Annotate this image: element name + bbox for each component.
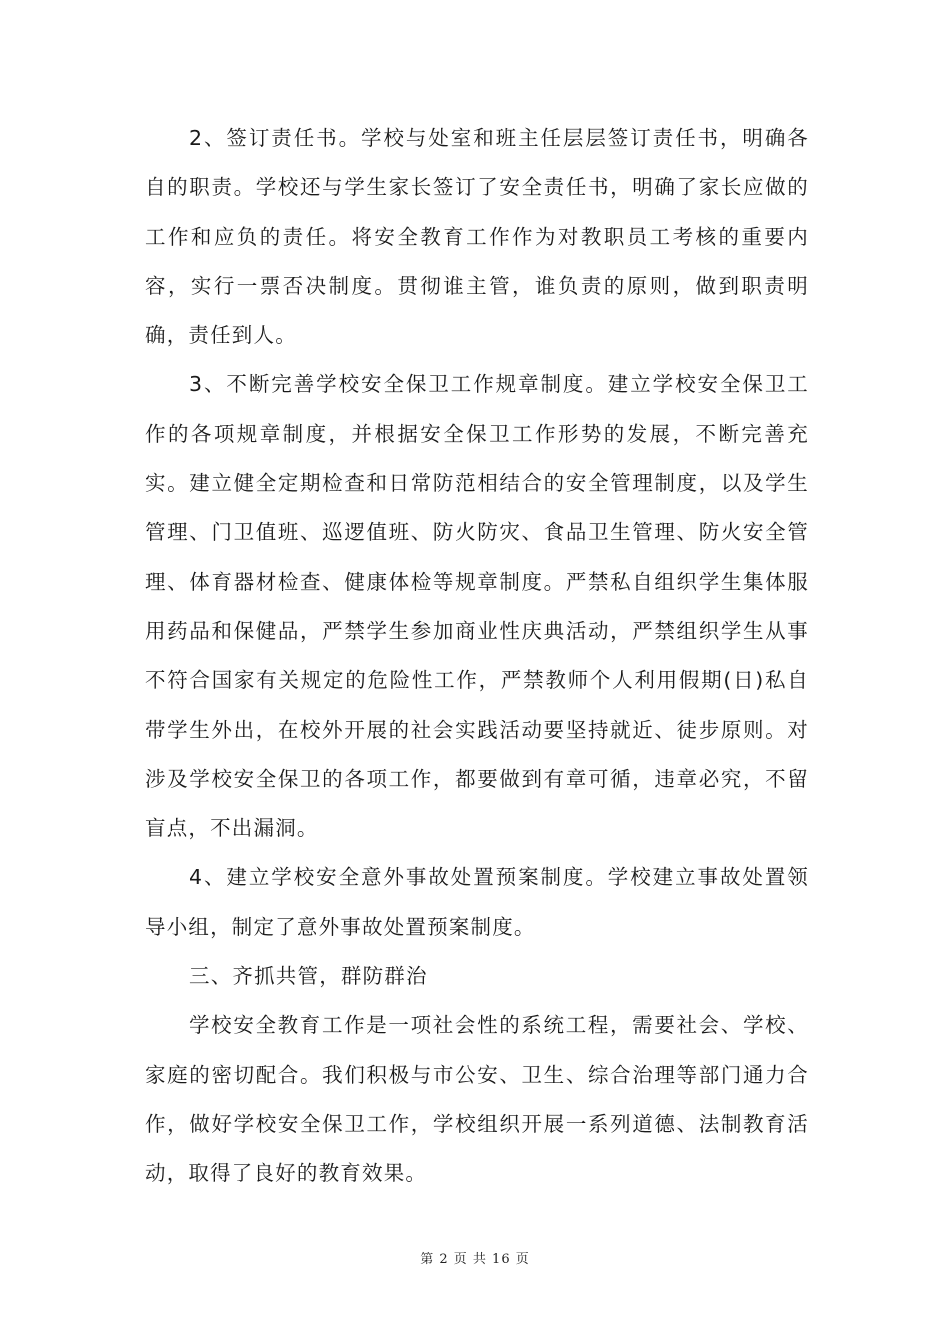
section-heading-joint-management: 三、齐抓共管，群防群治 <box>189 964 428 989</box>
paragraph-responsibility-letter: 2、签订责任书。学校与处室和班主任层层签订责任书，明确各自的职责。学校还与学生家长签订了安全责任书，明确了家长应做的工作和应负的责任。将安全教育工作作为对教职员工考核的重要内容，实行一票否决制度。贯彻谁主管，谁负责的原则，做到职责明确，责任到人。 <box>145 126 809 348</box>
paragraph-security-regulations: 3、不断完善学校安全保卫工作规章制度。建立学校安全保卫工作的各项规章制度，并根据安全保卫工作形势的发展，不断完善充实。建立健全定期检查和日常防范相结合的安全管理制度，以及学生管理、门卫值班、巡逻值班、防火防灾、食品卫生管理、防火安全管理、体育器材检查、健康体检等规章制度。严禁私自组织学生集体服用药品和保健品，严禁学生参加商业性庆典活动，严禁组织学生从事不符合国家有关规定的危险性工作，严禁教师个人利用假期(日)私自带学生外出，在校外开展的社会实践活动要坚持就近、徒步原则。对涉及学校安全保卫的各项工作，都要做到有章可循，违章必究，不留盲点，不出漏洞。 <box>145 372 809 841</box>
paragraph-social-cooperation: 学校安全教育工作是一项社会性的系统工程，需要社会、学校、家庭的密切配合。我们积极与市公安、卫生、综合治理等部门通力合作，做好学校安全保卫工作，学校组织开展一系列道德、法制教育活动，取得了良好的教育效果。 <box>145 1013 809 1186</box>
page-number-footer: 第 2 页 共 16 页 <box>420 1252 530 1267</box>
paragraph-accident-plan: 4、建立学校安全意外事故处置预案制度。学校建立事故处置领导小组，制定了意外事故处置预案制度。 <box>145 865 809 939</box>
document-body <box>145 114 809 1199</box>
